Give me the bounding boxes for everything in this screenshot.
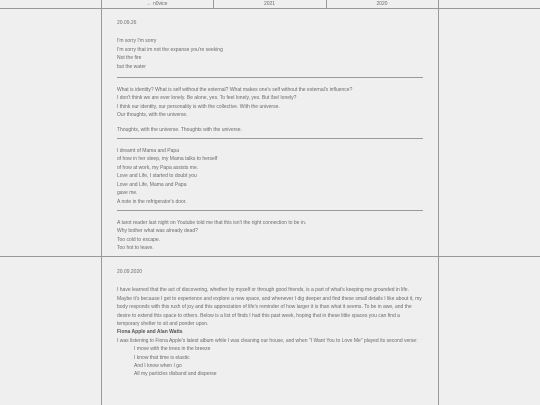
text-line: Love and Life, Mama and Papa: [117, 181, 187, 188]
text-line: Too hot to leave.: [117, 245, 154, 252]
section-heading: Fiona Apple and Alan Watts: [117, 329, 183, 336]
text-line: of how at work, my Papa assists me.: [117, 164, 199, 171]
text-line: Love and Life, I started to doubt you: [117, 173, 197, 180]
quote-line: All my particles disband and disperse: [134, 371, 217, 378]
right-column-border: [438, 0, 439, 405]
stanza: [117, 147, 423, 206]
paragraph: I was listening to Fiona Apple's latest album while I was cleaning our house, and when "I Want You to Love Me" played its second verse:: [117, 337, 418, 344]
text-line: Why bother what was already dead?: [117, 228, 198, 235]
stanza: [117, 219, 423, 253]
text-line: Our thoughts, with the universe.: [117, 112, 188, 119]
text-line: I don't think we are ever lonely. Be alone, yes. To feel lonely, yes. But /be/ lonely?: [117, 95, 297, 102]
text-line: I dreamt of Mama and Papa: [117, 148, 179, 155]
quote-line: I know that time is elastic: [134, 354, 190, 361]
quote-line: I move with the trees in the breeze: [134, 346, 211, 353]
text-line: Not the fire: [117, 55, 142, 62]
entry-date: 20.09.26: [117, 20, 137, 26]
text-line: Thoughts, with the universe. Thoughts with the universe.: [117, 126, 242, 133]
text-line: gave me.: [117, 190, 138, 197]
quote-block: [117, 345, 423, 379]
text-line: of how in her sleep, my Mama talks to herself: [117, 156, 218, 163]
entry-2: [117, 268, 423, 379]
separator: [117, 138, 423, 139]
entry-date: 20.09.2020: [117, 269, 143, 275]
entry-1: [117, 19, 423, 259]
quote-line: And I know when I go: [134, 363, 182, 370]
text-line: I'm sorry that im not the expanse you're seeking: [117, 46, 223, 53]
paragraph: I have learned that the act of discovering, whether by myself or through good friends, is a part of what's keeping me grounded in life. Maybe it's because I get to experience and explore a new space, and whenever I dig deeper and find these small details I like about it, my body responds with this rush of joy and this appreciation of life's reminder of how larger it is than what it seems. To be in awe, and the desire to extend this space to others. Below is a list of finds I had this past week, hoping that in these little spaces you can find a temporary shelter to sit and ponder upon.: [117, 287, 422, 328]
text-line: Too cold to escape.: [117, 236, 161, 243]
separator: [117, 77, 423, 78]
back-link[interactable]: ← n0vice: [146, 1, 168, 7]
top-nav: [0, 0, 540, 8]
stanza: [117, 126, 423, 134]
stanza: [117, 37, 423, 71]
year-link-2020[interactable]: 2020: [376, 1, 388, 7]
text-line: A note in the refrigerator's door.: [117, 198, 187, 205]
text-line: What is identity? What is self without the external? What makes one's self without the external's influence?: [117, 87, 353, 94]
separator: [117, 210, 423, 211]
text-line: I think our identity, our personality is with the collective. With the universe.: [117, 103, 280, 110]
text-line: but the water: [117, 63, 146, 70]
left-column-border: [101, 0, 102, 405]
stanza: [117, 86, 423, 120]
text-line: I'm sorry I'm sorry: [117, 38, 157, 45]
year-link-2021[interactable]: 2021: [263, 1, 276, 7]
text-line: A tarot reader last night on Youtube told me that this isn't the right connection to be in.: [117, 219, 307, 226]
nav-bottom-border: [0, 8, 540, 9]
